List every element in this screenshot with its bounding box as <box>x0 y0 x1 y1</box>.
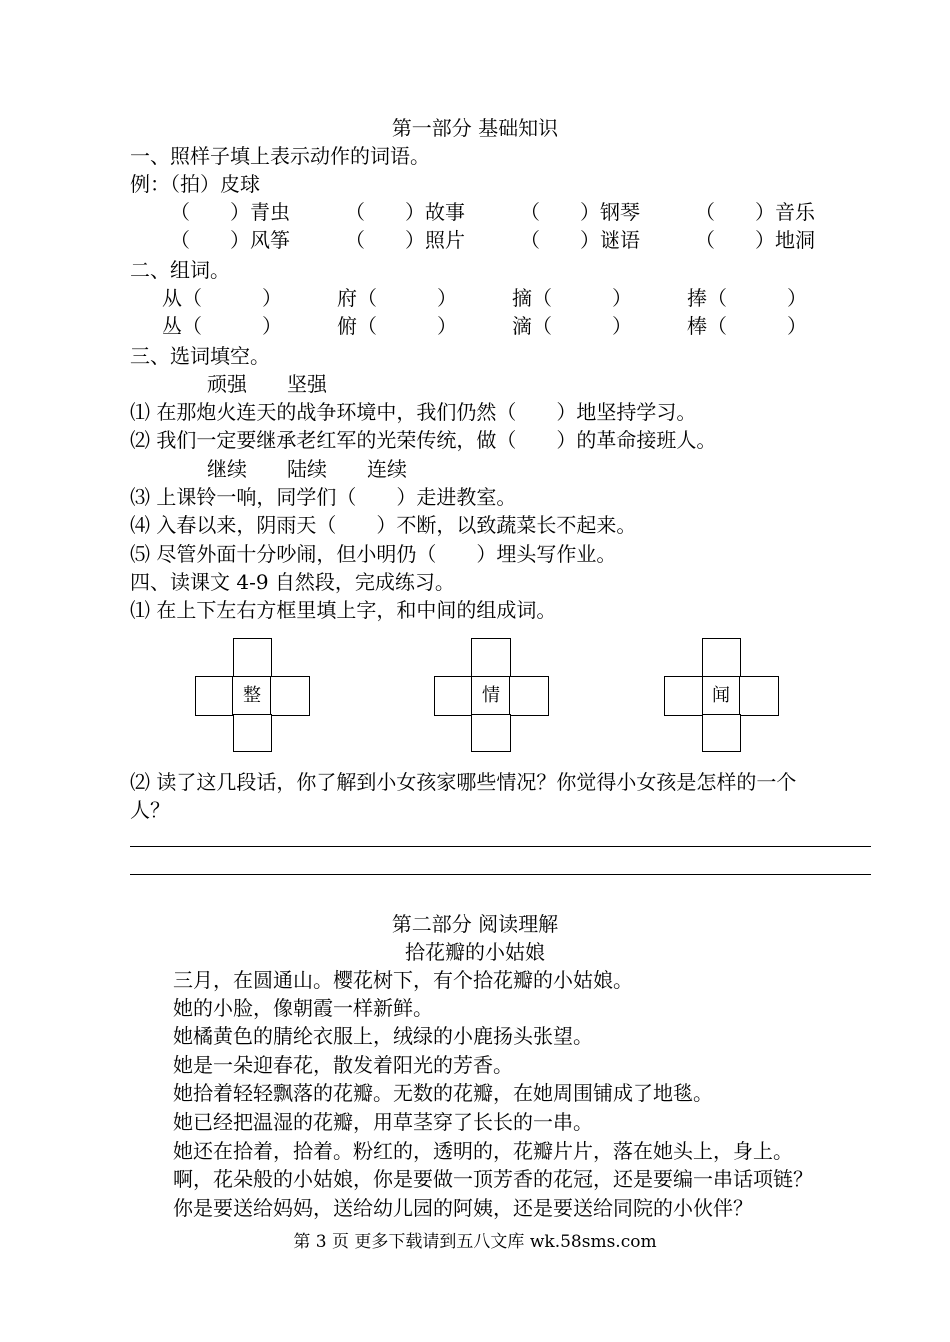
q4-sub2-line1: ⑵ 读了这几段话，你了解到小女孩家哪些情况？你觉得小女孩是怎样的一个 <box>130 770 797 794</box>
q3-sentence-5: ⑸ 尽管外面十分吵闹，但小明仍（ ）埋头写作业。 <box>130 542 617 566</box>
q4-sub2-line2: 人？ <box>130 798 170 822</box>
cross-box-bottom[interactable] <box>702 714 741 752</box>
story-line: 她是一朵迎春花，散发着阳光的芳香。 <box>173 1053 513 1077</box>
cross-box-left[interactable] <box>664 676 704 716</box>
cross-box-right[interactable] <box>739 676 779 716</box>
story-title: 拾花瓣的小姑娘 <box>405 940 545 964</box>
cross-box-left[interactable] <box>195 676 234 716</box>
story-line: 她的小脸，像朝霞一样新鲜。 <box>173 996 433 1020</box>
q1-item: （ ）故事 <box>345 200 465 224</box>
story-line: 她已经把温湿的花瓣，用草茎穿了长长的一串。 <box>173 1110 593 1134</box>
part2-title: 第二部分 阅读理解 <box>391 912 559 936</box>
part1-title: 第一部分 基础知识 <box>391 116 559 140</box>
cross-center-char: 整 <box>243 685 261 706</box>
q2-item: 俯（ ） <box>337 314 457 338</box>
story-line: 啊，花朵般的小姑娘，你是要做一顶芳香的花冠，还是要编一串话项链？ <box>173 1167 813 1191</box>
cross-box-top[interactable] <box>233 638 272 678</box>
cross-box-top[interactable] <box>471 638 511 678</box>
q3-sentence-4: ⑷ 入春以来，阴雨天（ ）不断，以致蔬菜长不起来。 <box>130 513 637 537</box>
cross-center-char: 情 <box>482 685 500 706</box>
cross-center-char: 闻 <box>712 685 730 706</box>
story-line: 她拾着轻轻飘落的花瓣。无数的花瓣，在她周围铺成了地毯。 <box>173 1081 713 1105</box>
page-footer: 第 3 页 更多下载请到五八文库 wk.58sms.com <box>293 1232 657 1252</box>
q2-item: 捧（ ） <box>687 286 807 310</box>
q2-item: 府（ ） <box>337 286 457 310</box>
q2-heading: 二、组词。 <box>130 258 230 282</box>
story-line: 她还在拾着，拾着。粉红的，透明的，花瓣片片，落在她头上，身上。 <box>173 1139 793 1163</box>
q3-sentence-2: ⑵ 我们一定要继承老红军的光荣传统，做（ ）的革命接班人。 <box>130 428 717 452</box>
q3-sentence-3: ⑶ 上课铃一响，同学们（ ）走进教室。 <box>130 485 517 509</box>
q3-words2: 继续 陆续 连续 <box>207 457 407 481</box>
q1-item: （ ）风筝 <box>170 228 290 252</box>
q1-item: （ ）青虫 <box>170 200 290 224</box>
q2-item: 滴（ ） <box>512 314 632 338</box>
q4-heading: 四、读课文 4-9 自然段，完成练习。 <box>130 570 455 594</box>
cross-box-top[interactable] <box>702 638 741 678</box>
q3-heading: 三、选词填空。 <box>130 344 270 368</box>
q3-sentence-1: ⑴ 在那炮火连天的战争环境中，我们仍然（ ）地坚持学习。 <box>130 400 697 424</box>
q1-heading: 一、照样子填上表示动作的词语。 <box>130 144 430 168</box>
q1-item: （ ）照片 <box>345 228 465 252</box>
q4-sub1: ⑴ 在上下左右方框里填上字，和中间的组成词。 <box>130 598 557 622</box>
q1-item: （ ）地洞 <box>695 228 815 252</box>
cross-box-right[interactable] <box>270 676 310 716</box>
cross-box-bottom[interactable] <box>233 714 272 752</box>
q3-words1: 顽强 坚强 <box>207 372 327 396</box>
cross-box-bottom[interactable] <box>471 714 511 752</box>
q2-item: 摘（ ） <box>512 286 632 310</box>
q2-item: 从（ ） <box>162 286 282 310</box>
q2-item: 棒（ ） <box>687 314 807 338</box>
q2-item: 丛（ ） <box>162 314 282 338</box>
story-line: 三月，在圆通山。樱花树下，有个拾花瓣的小姑娘。 <box>173 968 633 992</box>
story-line: 你是要送给妈妈，送给幼儿园的阿姨，还是要送给同院的小伙伴？ <box>173 1196 753 1220</box>
q1-item: （ ）谜语 <box>520 228 640 252</box>
q1-item: （ ）音乐 <box>695 200 815 224</box>
q1-item: （ ）钢琴 <box>520 200 640 224</box>
cross-box-right[interactable] <box>509 676 549 716</box>
answer-line-2[interactable] <box>130 874 871 875</box>
answer-line-1[interactable] <box>130 846 871 847</box>
story-line: 她橘黄色的腈纶衣服上，绒绿的小鹿扬头张望。 <box>173 1024 593 1048</box>
cross-box-left[interactable] <box>434 676 473 716</box>
q1-example: 例：（拍）皮球 <box>130 172 260 196</box>
